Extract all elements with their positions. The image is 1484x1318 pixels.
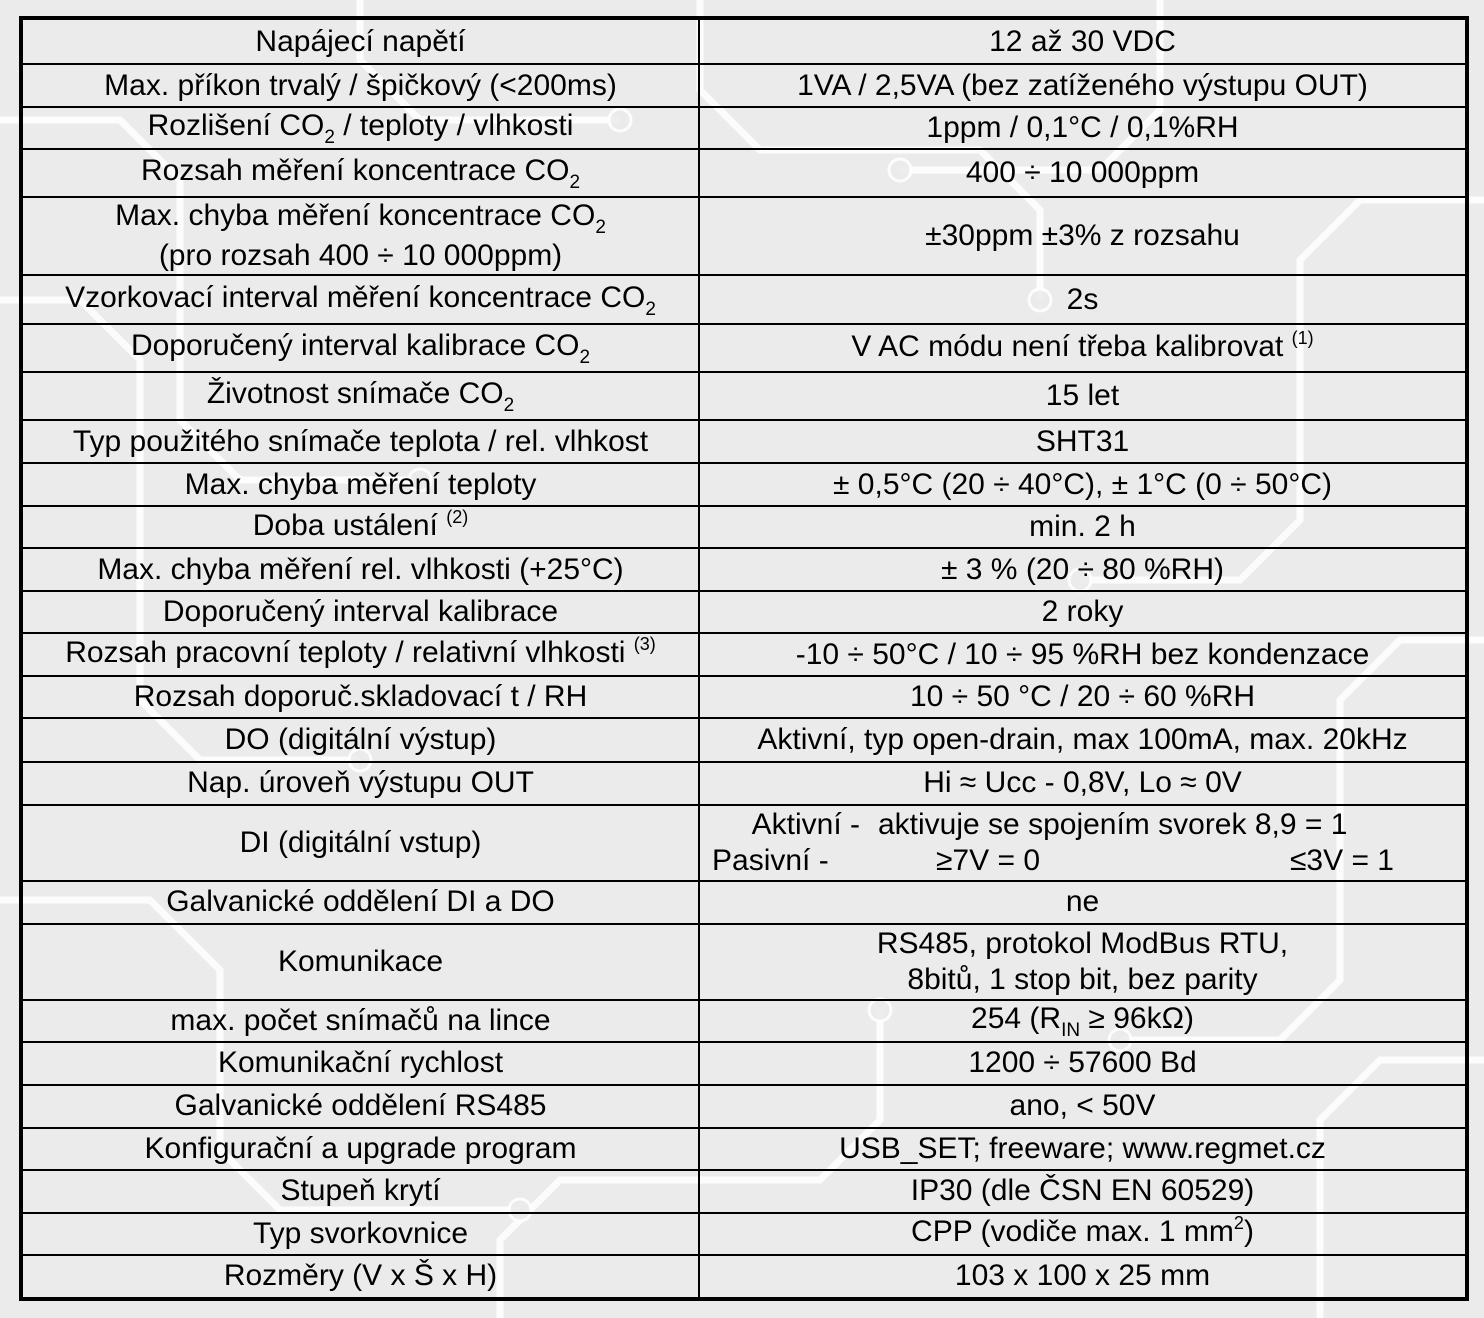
spec-value: RS485, protokol ModBus RTU, 8bitů, 1 stop bit, bez parity — [699, 924, 1467, 1000]
table-row — [21, 1042, 1467, 1085]
spec-label: Max. chyba měření koncentrace $CO_2$ (pro rozsah 400 ÷ 10 000ppm) — [21, 197, 699, 275]
spec-value: 103 x 100 x 25 mm — [699, 1255, 1467, 1299]
di-active-text: aktivuje se spojením svorek 8,9 = 1 — [878, 807, 1348, 841]
table-row — [21, 591, 1467, 633]
spec-label: Max. chyba měření teploty — [21, 463, 699, 506]
table-row — [21, 1170, 1467, 1213]
spec-label: Nap. úroveň výstupu OUT — [21, 762, 699, 805]
spec-value-di — [699, 805, 1467, 881]
spec-value: Aktivní, typ open-drain, max 100mA, max. 20kHz — [699, 718, 1467, 761]
table-row — [21, 676, 1467, 718]
table-row — [21, 149, 1467, 197]
spec-label: DI (digitální vstup) — [21, 805, 699, 881]
spec-label: Stupeň krytí — [21, 1170, 699, 1213]
spec-label: Max. chyba měření rel. vlhkosti (+25°C) — [21, 548, 699, 591]
spec-value: 15 let — [699, 372, 1467, 420]
table-row — [21, 633, 1467, 676]
table-row — [21, 324, 1467, 372]
spec-label: Napájecí napětí — [21, 18, 699, 64]
table-row — [21, 762, 1467, 805]
spec-label: DO (digitální výstup) — [21, 718, 699, 761]
table-row — [21, 463, 1467, 506]
spec-label: Max. příkon trvalý / špičkový (<200ms) — [21, 64, 699, 107]
spec-label: Rozlišení $CO_2$ / teploty / vlhkosti — [21, 107, 699, 149]
spec-label: Rozměry (V x Š x H) — [21, 1255, 699, 1299]
spec-value: 1ppm / 0,1°C / 0,1%RH — [699, 107, 1467, 149]
table-row — [21, 64, 1467, 107]
di-passive-low: ≥7V = 0 — [935, 843, 1041, 877]
spec-value: 12 až 30 VDC — [699, 18, 1467, 64]
di-mode-grid — [712, 807, 1465, 879]
specification-table — [19, 16, 1469, 1301]
table-row — [21, 881, 1467, 924]
spec-value: SHT31 — [699, 420, 1467, 463]
table-row — [21, 924, 1467, 1000]
spec-value: 1VA / 2,5VA (bez zatíženého výstupu OUT) — [699, 64, 1467, 107]
spec-label: Životnost snímače $CO_2$ — [21, 372, 699, 420]
di-passive-high: ≤3V = 1 — [1289, 843, 1394, 877]
spec-value: ±30ppm ±3% z rozsahu — [699, 197, 1467, 275]
spec-value: ne — [699, 881, 1467, 924]
table-row — [21, 1000, 1467, 1042]
spec-label: Typ použitého snímače teplota / rel. vlhkost — [21, 420, 699, 463]
spec-value: Hi ≈ Ucc - 0,8V, Lo ≈ 0V — [699, 762, 1467, 805]
spec-label: Rozsah doporuč.skladovací t / RH — [21, 676, 699, 718]
table-row — [21, 372, 1467, 420]
spec-label: Galvanické oddělení RS485 — [21, 1085, 699, 1128]
table-row — [21, 197, 1467, 275]
spec-label: Rozsah měření koncentrace $CO_2$ — [21, 149, 699, 197]
table-row — [21, 18, 1467, 64]
spec-label: max. počet snímačů na lince — [21, 1000, 699, 1042]
spec-label: Vzorkovací interval měření koncentrace $CO_2$ — [21, 275, 699, 324]
spec-label: Doba ustálení $^{(2)}$ — [21, 506, 699, 548]
spec-value: IP30 (dle ČSN EN 60529) — [699, 1170, 1467, 1213]
table-row — [21, 107, 1467, 149]
spec-label: Galvanické oddělení DI a DO — [21, 881, 699, 924]
spec-value: USB_SET; freeware; www.regmet.cz — [699, 1128, 1467, 1170]
spec-value: ± 0,5°C (20 ÷ 40°C), ± 1°C (0 ÷ 50°C) — [699, 463, 1467, 506]
table-row — [21, 1255, 1467, 1299]
table-row — [21, 1128, 1467, 1170]
table-row — [21, 718, 1467, 761]
spec-value: 10 ÷ 50 °C / 20 ÷ 60 %RH — [699, 676, 1467, 718]
table-row — [21, 548, 1467, 591]
table-row — [21, 506, 1467, 548]
table-row — [21, 805, 1467, 881]
spec-value: 1200 ÷ 57600 Bd — [699, 1042, 1467, 1085]
spec-label: Doporučený interval kalibrace — [21, 591, 699, 633]
table-row — [21, 1213, 1467, 1255]
spec-label: Typ svorkovnice — [21, 1213, 699, 1255]
spec-label: Komunikace — [21, 924, 699, 1000]
di-active-label: Aktivní - — [751, 807, 860, 841]
table-row — [21, 275, 1467, 324]
table-row — [21, 420, 1467, 463]
spec-value: -10 ÷ 50°C / 10 ÷ 95 %RH bez kondenzace — [699, 633, 1467, 676]
table-row — [21, 1085, 1467, 1128]
spec-value: ± 3 % (20 ÷ 80 %RH) — [699, 548, 1467, 591]
spec-value: 2s — [699, 275, 1467, 324]
spec-value: CPP (vodiče max. 1 $mm^2$) — [699, 1213, 1467, 1255]
spec-value: 2 roky — [699, 591, 1467, 633]
di-passive-label: Pasivní - — [712, 843, 829, 877]
spec-label: Rozsah pracovní teploty / relativní vlhkosti $^{(3)}$ — [21, 633, 699, 676]
spec-label: Doporučený interval kalibrace $CO_2$ — [21, 324, 699, 372]
spec-value: 400 ÷ 10 000ppm — [699, 149, 1467, 197]
spec-value: V AC módu není třeba kalibrovat $^{(1)}$ — [699, 324, 1467, 372]
spec-label: Komunikační rychlost — [21, 1042, 699, 1085]
spec-value: min. 2 h — [699, 506, 1467, 548]
spec-value: ano, < 50V — [699, 1085, 1467, 1128]
spec-value: 254 $(R_{IN} \ge 96k\Omega)$ — [699, 1000, 1467, 1042]
spec-label: Konfigurační a upgrade program — [21, 1128, 699, 1170]
